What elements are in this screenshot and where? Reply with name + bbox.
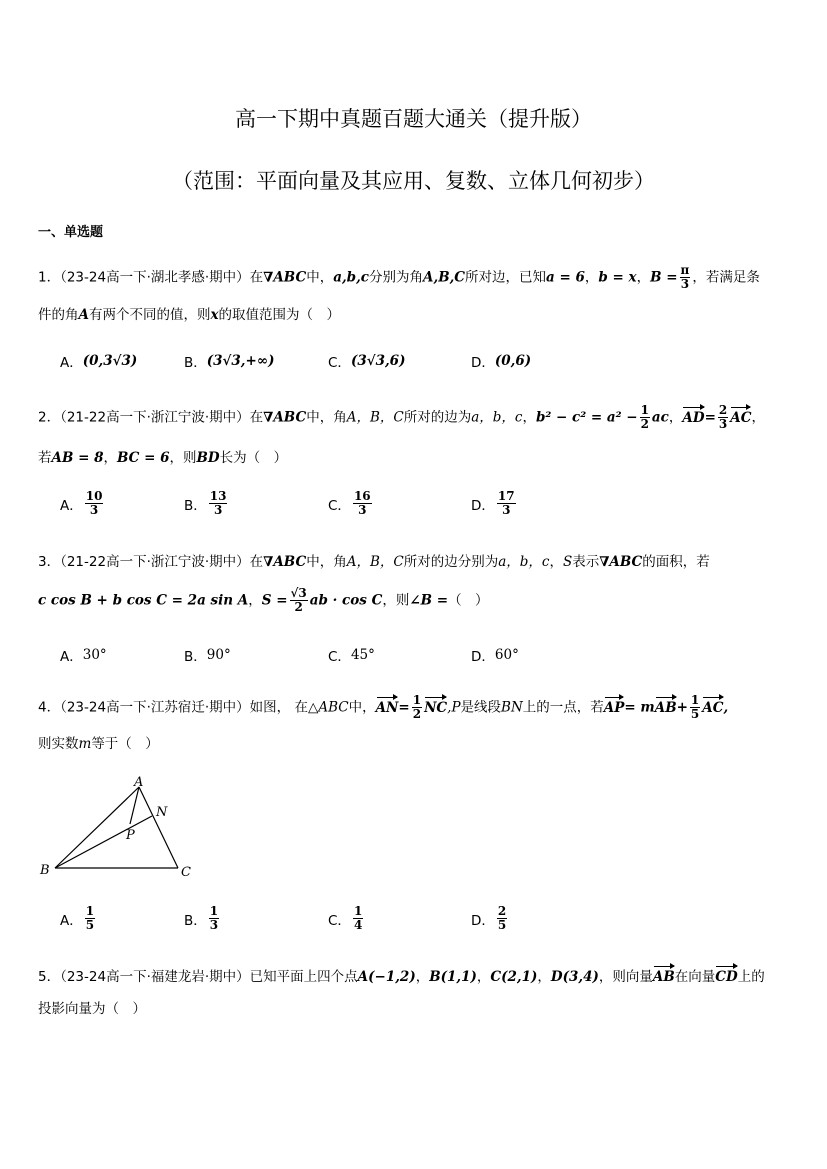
q4-triangle-figure [36, 770, 206, 882]
label-c: C [181, 865, 191, 880]
q3-line2: c cos B + b cos C = 2a sin A，S = $\frac{√3}{2}$ ab · cos C，则∠B =（ ） [38, 586, 489, 614]
q1-option-c[interactable]: C． (3√3,6) [328, 353, 406, 371]
q4-option-c[interactable]: C． $\frac{1}{4}$ [328, 904, 363, 932]
label-p: P [126, 828, 135, 843]
page-subtitle: （范围：平面向量及其应用、复数、立体几何初步） [172, 169, 655, 193]
q3-option-d[interactable]: D． 60° [471, 647, 519, 665]
q4-option-a[interactable]: A． $\frac{1}{5}$ [60, 904, 95, 932]
q2-option-d[interactable]: D． $\frac{17}{3}$ [471, 489, 515, 517]
q2-option-a[interactable]: A． $\frac{10}{3}$ [60, 489, 103, 517]
q5-line2: 投影向量为（ ） [38, 1001, 146, 1017]
q3-line1: 3．（21-22高一下·浙江宁波·期中）在∇ABC中，角A，B，C所对的边分别为a，b，c，S表示∇ABC的面积，若 [38, 554, 710, 570]
label-a: A [134, 775, 144, 790]
q4-line2: 则实数m等于（ ） [38, 736, 159, 752]
q1-option-b[interactable]: B． (3√3,+∞) [184, 353, 275, 371]
q2-line2: 若AB = 8，BC = 6，则BD长为（ ） [38, 450, 288, 466]
label-b: B [40, 863, 50, 878]
q1-option-a[interactable]: A． (0,3√3) [60, 353, 138, 371]
section-heading: 一、单选题 [38, 225, 104, 240]
q2-line1: 2．（21-22高一下·浙江宁波·期中）在∇ABC中，角A，B，C所对的边为a，b，c，b² − c² = a² − $\frac{1}{2}$ ac，AD= $\frac{2}{3}$ AC， [38, 403, 765, 431]
q4-line1: 4．（23-24高一下·江苏宿迁·期中）如图， 在△ABC中，AN= $\frac{1}{2}$ NC,P是线段BN上的一点，若AP= mAB+ $\frac{1}{5}$ AC, [38, 693, 729, 721]
q1-option-d[interactable]: D． (0,6) [471, 353, 532, 371]
q1-line1: 1．（23-24高一下·湖北孝感·期中）在∇ABC中，a,b,c分别为角A,B,C所对边，已知a = 6，b = x，B = $\frac{\pi}{3}$ ，若满足条 [38, 263, 760, 291]
segment-ap [130, 787, 139, 824]
q5-line1: 5．（23-24高一下·福建龙岩·期中）已知平面上四个点A(−1,2)，B(1,1)，C(2,1)，D(3,4)，则向量AB在向量CD上的 [38, 969, 765, 985]
q2-option-b[interactable]: B． $\frac{13}{3}$ [184, 489, 227, 517]
page-title: 高一下期中真题百题大通关（提升版） [235, 107, 592, 131]
q4-option-b[interactable]: B． $\frac{1}{3}$ [184, 904, 219, 932]
label-n: N [156, 805, 168, 820]
segment-ac [139, 787, 178, 868]
q3-option-a[interactable]: A． 30° [60, 647, 107, 665]
q1-line2: 件的角A有两个不同的值，则x的取值范围为（ ） [38, 307, 341, 323]
q3-option-b[interactable]: B． 90° [184, 647, 231, 665]
q3-option-c[interactable]: C． 45° [328, 647, 375, 665]
segment-bn [55, 816, 152, 868]
q2-option-c[interactable]: C． $\frac{16}{3}$ [328, 489, 371, 517]
q4-option-d[interactable]: D． $\frac{2}{5}$ [471, 904, 507, 932]
